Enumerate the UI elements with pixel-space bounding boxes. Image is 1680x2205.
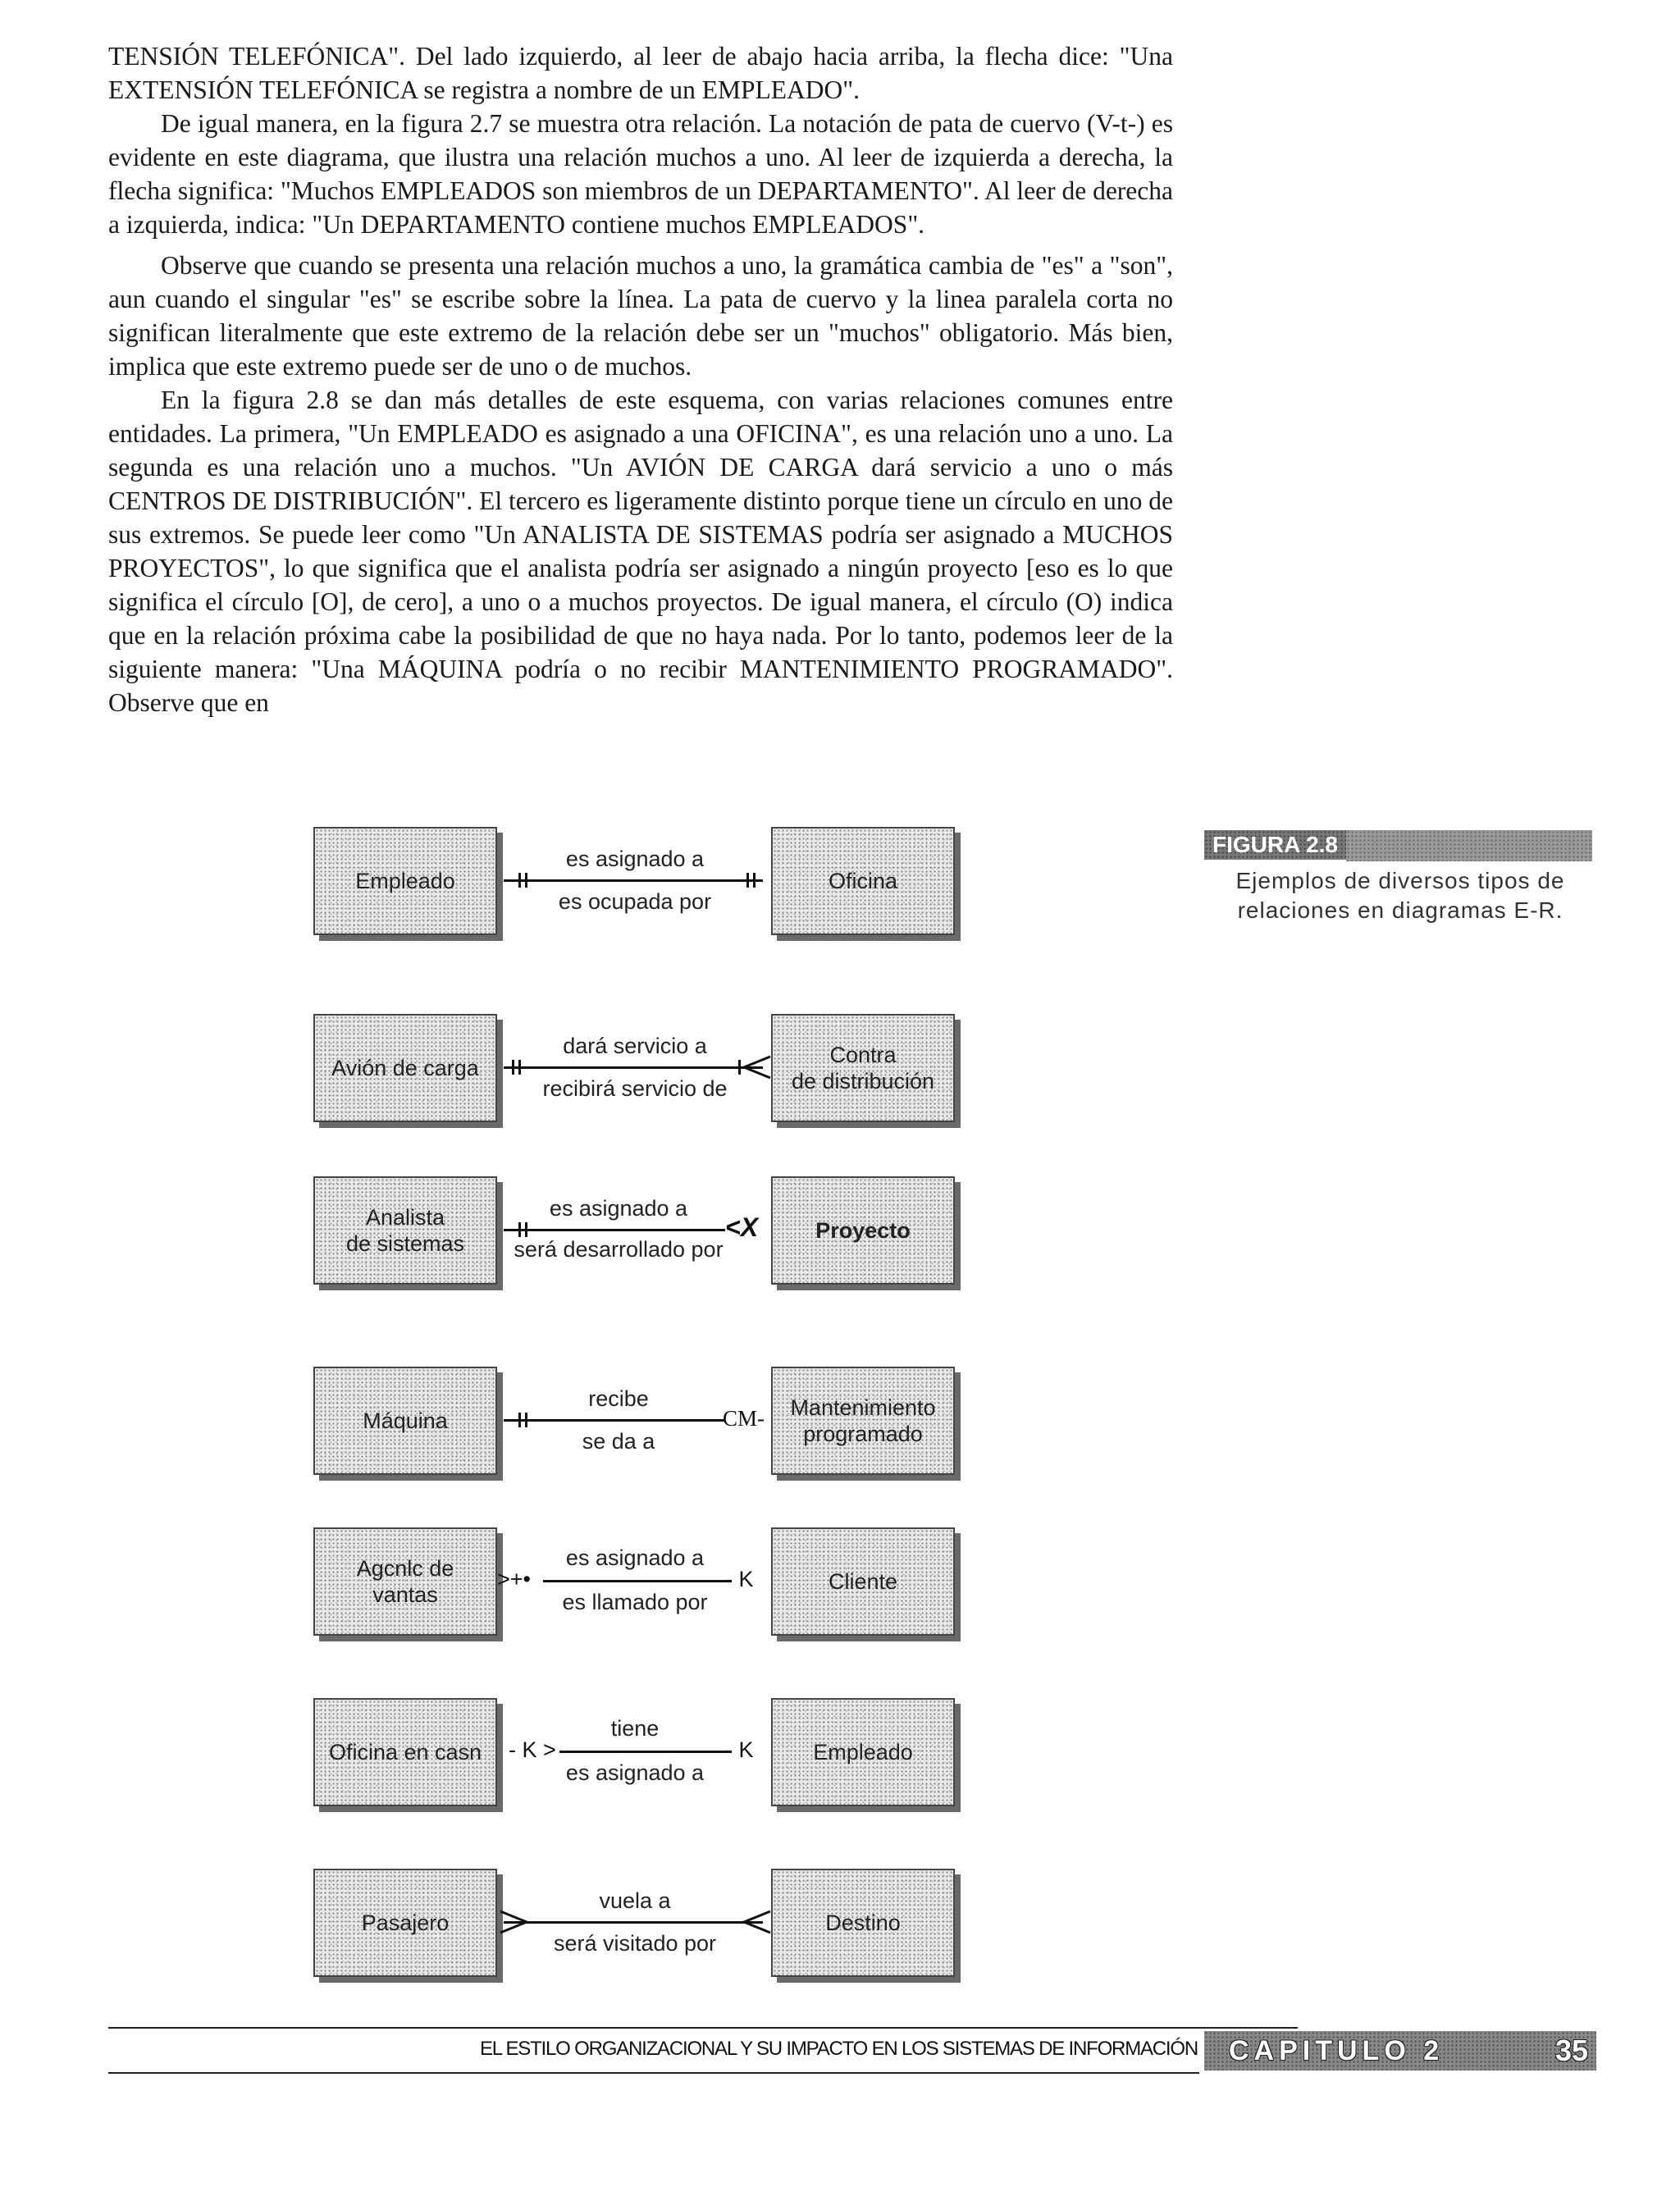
relationship-line — [504, 1229, 725, 1231]
relationship-label-bottom: será visitado por — [553, 1931, 717, 1956]
zero-or-many-icon: -CM- — [715, 1406, 765, 1431]
relationship-line — [543, 1580, 732, 1582]
entity-mantenimiento-programado — [771, 1367, 955, 1475]
crow-foot-icon: >+• — [497, 1567, 531, 1591]
one-and-only-one-icon — [525, 1222, 527, 1237]
one-and-only-one-icon — [518, 1413, 521, 1427]
entity-label: de sistemas — [345, 1231, 465, 1256]
relationship-label-bottom: se da a — [582, 1429, 655, 1454]
entity-oficina-en-casa — [313, 1698, 497, 1806]
entity-label: Oficina en casn — [328, 1740, 482, 1764]
relationship-label-bottom: es asignado a — [565, 1760, 705, 1785]
entity-agente-de-ventas — [313, 1527, 497, 1636]
entity-label: Contra — [829, 1043, 897, 1067]
figure-caption — [1204, 830, 1596, 925]
relationship-line — [559, 1751, 732, 1753]
paragraph: TENSIÓN TELEFÓNICA". Del lado izquierdo, al leer de abajo hacia arriba, la flecha dice: "Una EXTENSIÓN TELEFÓNICA se registra a nombre de un EMPLEADO". — [108, 42, 1173, 104]
relationship-label-bottom: será desarrollado por — [514, 1237, 724, 1262]
entity-centro-de-distribucion — [771, 1014, 955, 1122]
one-and-only-one-icon — [518, 873, 521, 888]
crow-foot-icon: - K — [725, 1737, 754, 1762]
one-and-only-one-icon — [518, 1222, 521, 1237]
one-and-only-one-icon — [746, 873, 749, 888]
one-and-only-one-icon — [518, 1060, 521, 1075]
relationship-label-top: vuela a — [599, 1888, 671, 1913]
relationship-label-bottom: es llamado por — [562, 1590, 708, 1614]
relationship-label-top: dará servicio a — [563, 1034, 707, 1058]
entity-empleado — [313, 827, 497, 935]
one-and-only-one-icon — [525, 873, 527, 888]
entity-pasajero — [313, 1869, 497, 1977]
relationship-line — [504, 1066, 763, 1069]
entity-label: Analista — [365, 1205, 445, 1230]
entity-label: Avión de carga — [331, 1056, 479, 1080]
one-and-only-one-icon — [512, 1060, 514, 1075]
relationship-line — [504, 879, 763, 882]
body-text — [108, 39, 1173, 719]
running-title: EL ESTILO ORGANIZACIONAL Y SU IMPACTO EN LOS SISTEMAS DE INFORMACIÓN — [479, 2038, 1198, 2060]
chapter-tab — [1204, 2031, 1596, 2070]
figure-description: Ejemplos de diversos tipos de relaciones en diagramas E-R. — [1235, 868, 1565, 923]
entity-label: vantas — [372, 1582, 438, 1607]
figure-label-band — [1346, 830, 1592, 861]
entity-label: Empleado — [355, 869, 455, 893]
figure-label: FIGURA 2.8 — [1204, 830, 1346, 860]
er-diagram — [304, 820, 993, 2018]
chapter-label: CAPITULO 2 — [1229, 2034, 1445, 2066]
entity-avion-de-carga — [313, 1014, 497, 1122]
entity-label: Mantenimiento — [790, 1395, 936, 1420]
entity-label: Proyecto — [815, 1218, 911, 1243]
relationship-line — [504, 1921, 763, 1924]
one-and-only-one-icon — [738, 1060, 741, 1075]
paragraph: Observe que cuando se presenta una relación muchos a uno, la gramática cambia de "es" a "son", aun cuando el singular "es" se escribe sobre la línea. La pata de cuervo y la linea paralela corta no significan literalmente que este extremo de la relación debe ser un "muchos" obligatorio. Más bien, implica que este extremo puede ser de uno o de muchos. — [108, 251, 1173, 381]
paragraph: De igual manera, en la figura 2.7 se muestra otra relación. La notación de pata de cuervo (V-t-) es evidente en este diagrama, que ilustra una relación muchos a uno. Al leer de izquierda a derecha, la flecha significa: "Muchos EMPLEADOS son miembros de un DEPARTAMENTO". Al leer de derecha a izquierda, indica: "Un DEPARTAMENTO contiene muchos EMPLEADOS". — [108, 109, 1173, 239]
relationship-label-top: es asignado a — [565, 847, 705, 871]
relationship-label-top: tiene — [610, 1716, 660, 1741]
relationship-label-bottom: es ocupada por — [558, 889, 712, 914]
entity-label: programado — [803, 1422, 923, 1446]
relationship-label-top: es asignado a — [565, 1545, 705, 1570]
entity-label: de distribución — [791, 1069, 935, 1093]
entity-empleado — [771, 1698, 955, 1806]
entity-maquina — [313, 1367, 497, 1475]
entity-cliente — [771, 1527, 955, 1636]
entity-oficina — [771, 827, 955, 935]
zero-or-many-icon: <X — [725, 1212, 759, 1242]
relationship-label-top: recibe — [588, 1386, 649, 1411]
entity-label: Oficina — [828, 869, 898, 893]
entity-analista-de-sistemas — [313, 1176, 497, 1285]
entity-label: Cliente — [828, 1569, 898, 1594]
entity-proyecto — [771, 1176, 955, 1285]
entity-label: Empleado — [813, 1740, 913, 1764]
footer-rule — [108, 2027, 1298, 2029]
entity-label: Máquina — [363, 1408, 448, 1433]
crow-foot-icon: - K > — [509, 1737, 556, 1762]
entity-label: Destino — [825, 1911, 901, 1935]
relationship-label-top: es asignado a — [549, 1196, 688, 1221]
crow-foot-icon: - K — [725, 1567, 754, 1591]
entity-label: Agcnlc de — [356, 1556, 454, 1581]
footer-rule — [108, 2072, 1199, 2074]
entity-label: Pasajero — [361, 1911, 450, 1935]
page-number: 35 — [1554, 2034, 1588, 2067]
relationship-line — [504, 1419, 725, 1422]
one-and-only-one-icon — [525, 1413, 527, 1427]
paragraph: En la figura 2.8 se dan más detalles de este esquema, con varias relaciones comunes entre entidades. La primera, "Un EMPLEADO es asignado a una OFICINA", es una relación uno a uno. La segunda es una relación uno a muchos. "Un AVIÓN DE CARGA dará servicio a uno o más CENTROS DE DISTRIBUCIÓN". El tercero es ligeramente distinto porque tiene un círculo en uno de sus extremos. Se puede leer como "Un ANALISTA DE SISTEMAS podría ser asignado a MUCHOS PROYECTOS", lo que significa que el analista podría ser asignado a ningún proyecto [eso es lo que significa el círculo [O], de cero], a uno o a muchos proyectos. De igual manera, el círculo (O) indica que en la relación próxima cabe la posibilidad de que no haya nada. Por lo tanto, podemos leer de la siguiente manera: "Una MÁQUINA podría o no recibir MANTENIMIENTO PROGRAMADO". Observe que en — [108, 386, 1173, 717]
entity-destino — [771, 1869, 955, 1977]
relationship-label-bottom: recibirá servicio de — [542, 1076, 728, 1101]
one-and-only-one-icon — [753, 873, 756, 888]
